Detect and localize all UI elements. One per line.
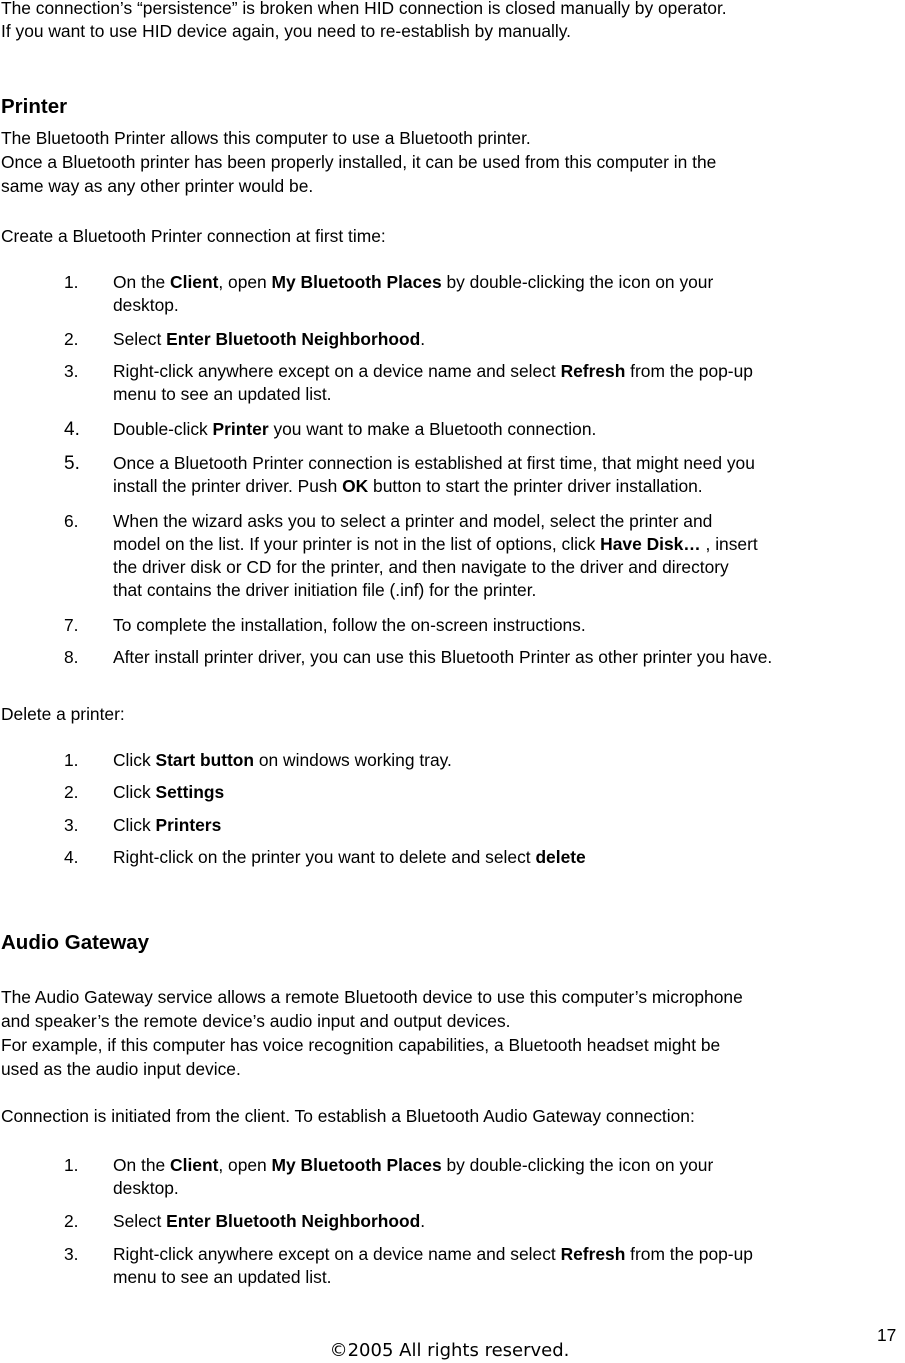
- list-number: 1.: [64, 1155, 79, 1175]
- list-number: 1.: [64, 272, 79, 292]
- page-number: 17: [877, 1325, 897, 1345]
- intro-line-2: If you want to use HID device again, you need to re-establish by manually.: [1, 21, 572, 41]
- list-text: Double-click Printer you want to make a Bluetooth connection.: [113, 419, 597, 439]
- list-number: 2.: [64, 782, 79, 802]
- list-number: 2.: [64, 1211, 79, 1231]
- list-number: 7.: [64, 615, 79, 635]
- audio-connect-label: Connection is initiated from the client. To establish a Bluetooth Audio Gateway connection:: [1, 1106, 695, 1126]
- intro-line-1: The connection’s “persistence” is broken when HID connection is closed manually by operator.: [1, 0, 727, 18]
- list-number: 8.: [64, 647, 79, 667]
- list-text: After install printer driver, you can use this Bluetooth Printer as other printer you have.: [113, 647, 773, 667]
- list-text: Right-click on the printer you want to delete and select delete: [113, 847, 586, 867]
- list-number: 6.: [64, 511, 79, 531]
- printer-desc-line-3: same way as any other printer would be.: [1, 176, 314, 196]
- list-text: Right-click anywhere except on a device name and select Refresh from the pop-up menu to see an updated list.: [113, 1244, 753, 1287]
- audio-desc-line-2: and speaker’s the remote device’s audio input and output devices.: [1, 1011, 511, 1031]
- audio-desc-line-4: used as the audio input device.: [1, 1059, 241, 1079]
- printer-desc-line-1: The Bluetooth Printer allows this computer to use a Bluetooth printer.: [1, 128, 531, 148]
- list-number: 2.: [64, 329, 79, 349]
- list-number: 3.: [64, 815, 79, 835]
- audio-desc-line-3: For example, if this computer has voice recognition capabilities, a Bluetooth headset might be: [1, 1035, 721, 1055]
- list-text: On the Client, open My Bluetooth Places by double-clicking the icon on your desktop.: [113, 1155, 714, 1198]
- list-text: Select Enter Bluetooth Neighborhood.: [113, 329, 426, 349]
- list-number: 5.: [64, 453, 80, 474]
- list-text: Click Settings: [113, 782, 225, 802]
- list-number: 1.: [64, 750, 79, 770]
- audio-desc-line-1: The Audio Gateway service allows a remote Bluetooth device to use this computer’s microphone: [1, 987, 743, 1007]
- list-number: 4.: [64, 419, 80, 440]
- list-number: 3.: [64, 361, 79, 381]
- printer-desc-line-2: Once a Bluetooth printer has been properly installed, it can be used from this computer in the: [1, 152, 717, 172]
- list-text: Click Printers: [113, 815, 222, 835]
- list-text: Right-click anywhere except on a device name and select Refresh from the pop-up menu to see an updated list.: [113, 361, 753, 404]
- list-text: Select Enter Bluetooth Neighborhood.: [113, 1211, 426, 1231]
- list-text: To complete the installation, follow the on-screen instructions.: [113, 615, 586, 635]
- printer-create-label: Create a Bluetooth Printer connection at first time:: [1, 226, 386, 246]
- printer-delete-label: Delete a printer:: [1, 704, 125, 724]
- footer-copyright: ©2005 All rights reserved.: [329, 1340, 570, 1361]
- section-heading-printer: Printer: [1, 95, 68, 118]
- section-heading-audio-gateway: Audio Gateway: [1, 931, 150, 954]
- list-number: 3.: [64, 1244, 79, 1264]
- list-text: Click Start button on windows working tray.: [113, 750, 452, 770]
- list-text: Once a Bluetooth Printer connection is established at first time, that might need you install the printer driver. Push OK button to start the printer driver installation.: [113, 453, 755, 496]
- list-number: 4.: [64, 847, 79, 867]
- list-text: When the wizard asks you to select a printer and model, select the printer and model on the list. If your printer is not in the list of options, click Have Disk… , insert the driver disk or CD for the printer, and then navigate to the driver and directory that contains the driver initiation file (.inf) for the printer.: [113, 511, 758, 600]
- list-text: On the Client, open My Bluetooth Places by double-clicking the icon on your desktop.: [113, 272, 714, 315]
